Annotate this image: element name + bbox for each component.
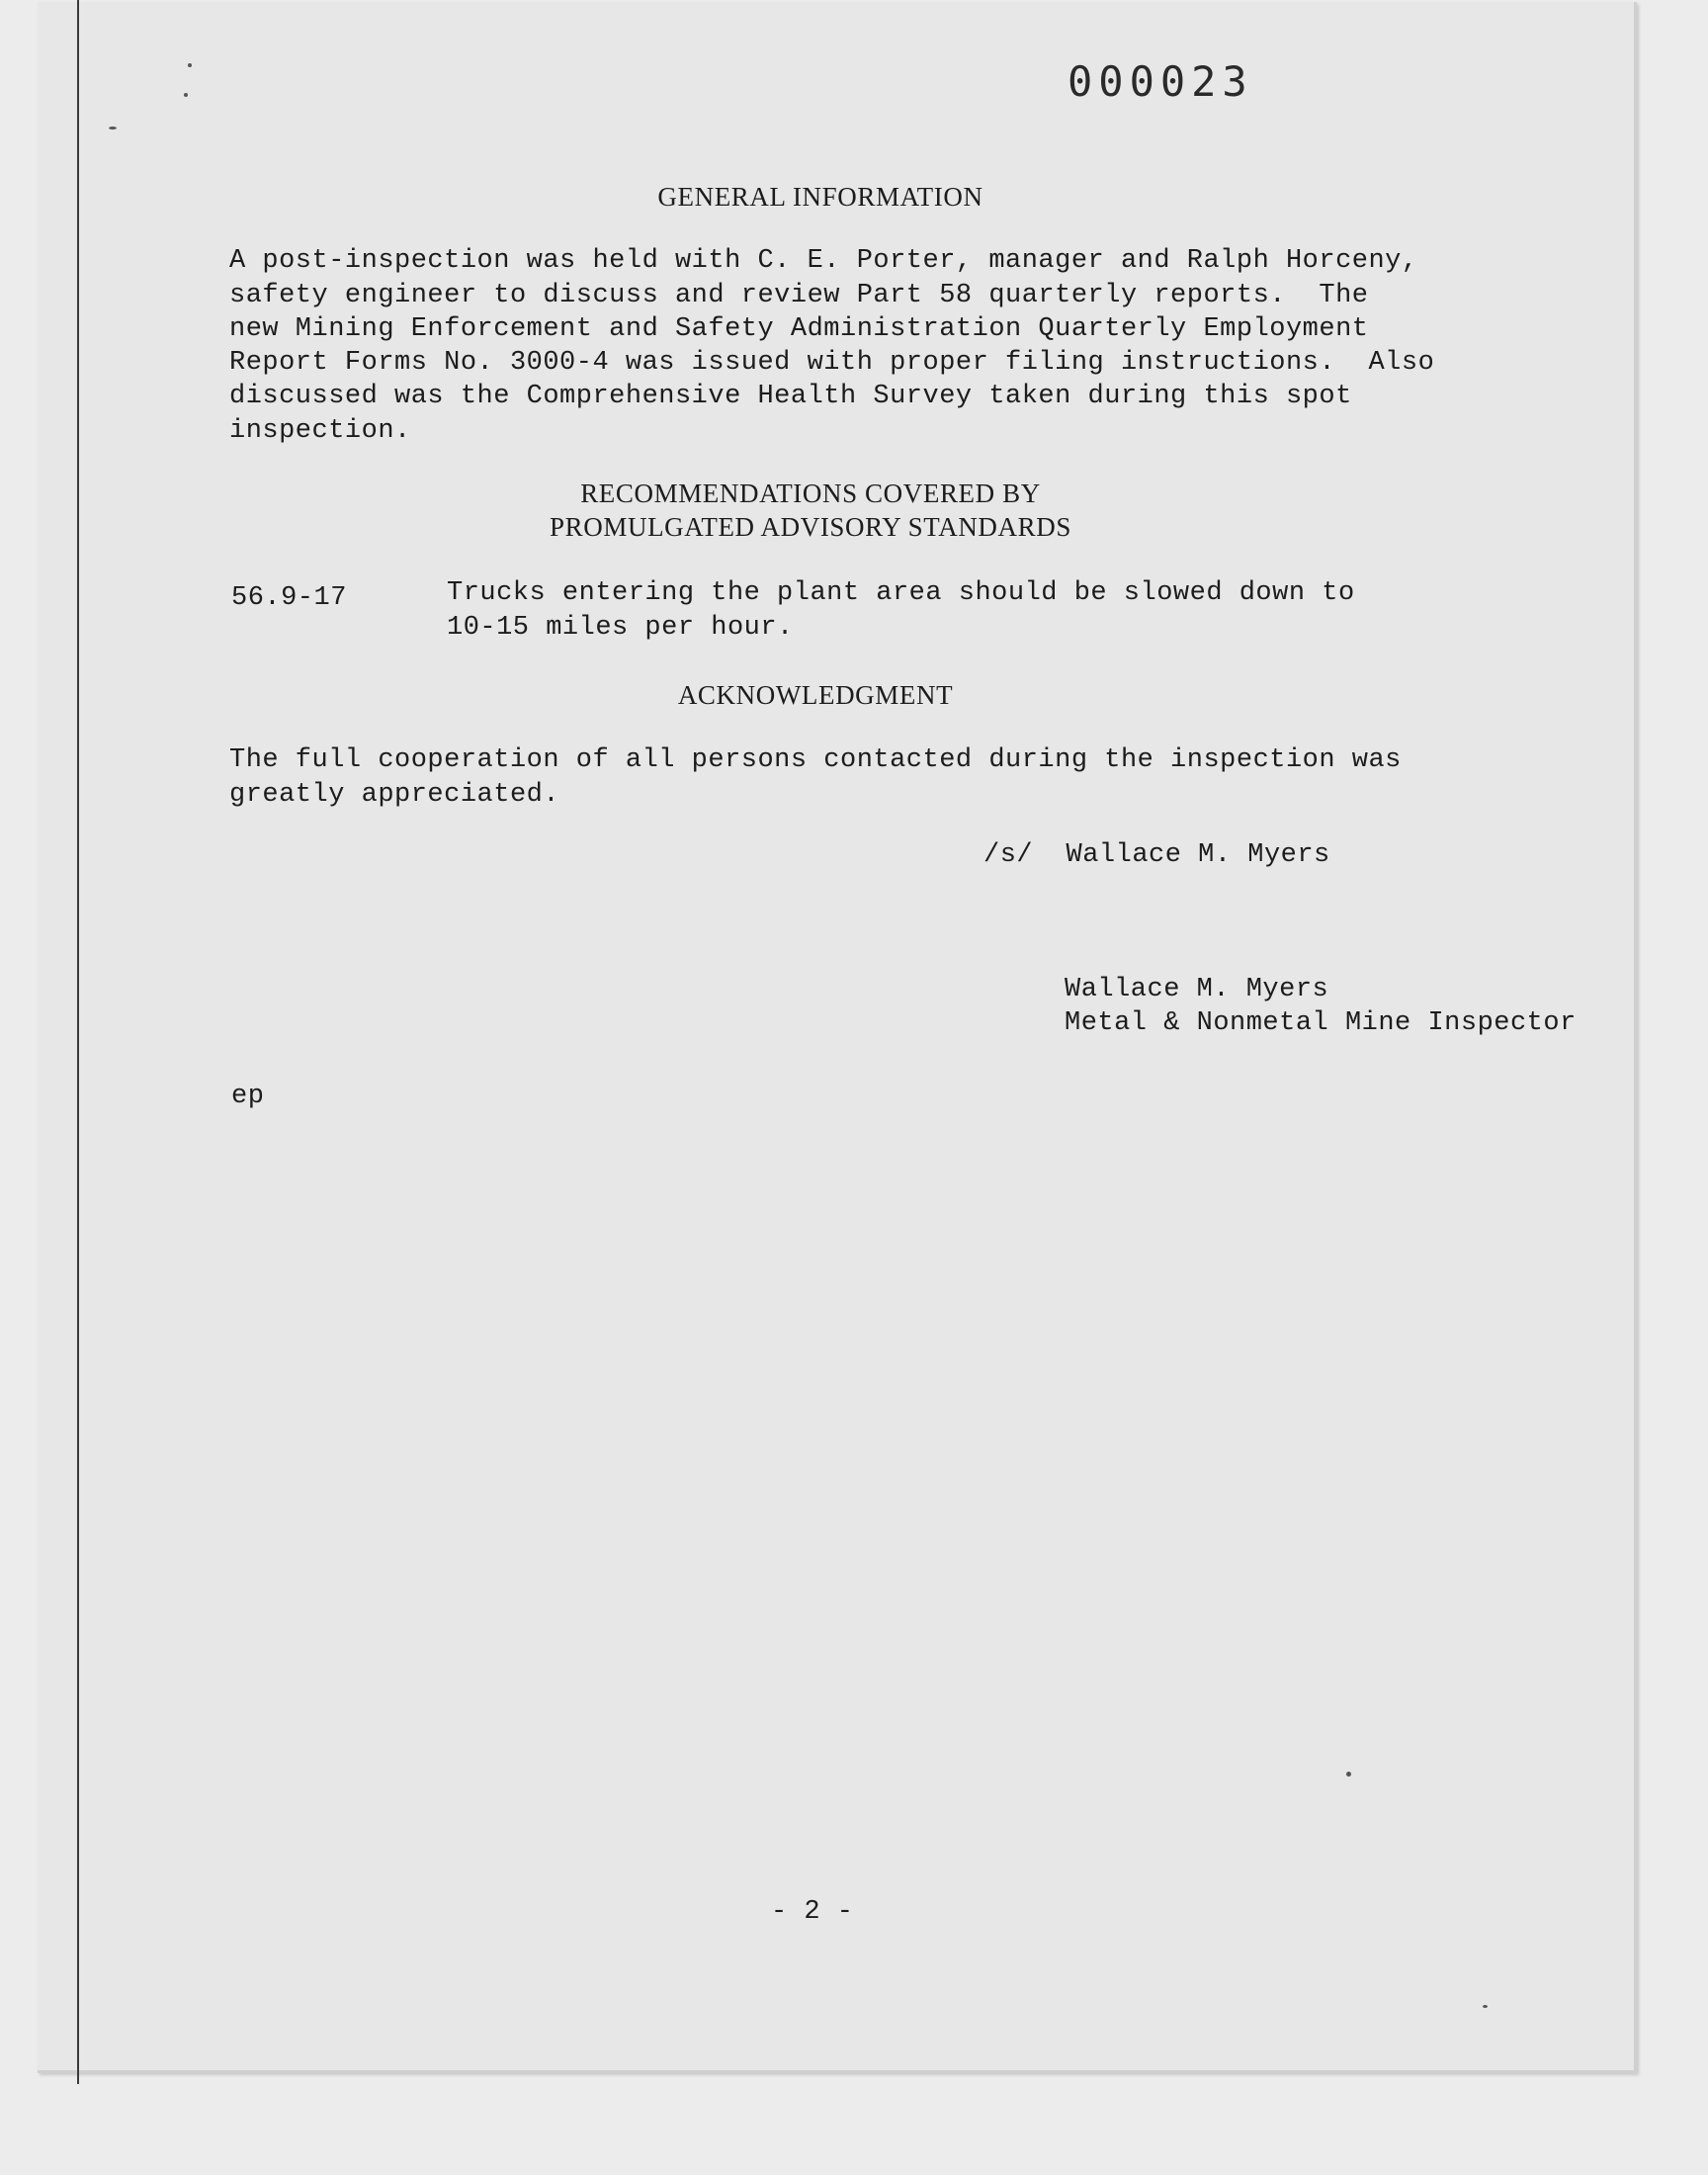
scan-speck (1483, 2005, 1488, 2008)
acknowledgment-line: The full cooperation of all persons contacted during the inspection was (229, 745, 1402, 775)
recommendation-text-line: 10-15 miles per hour. (447, 613, 794, 643)
paragraph-line: Report Forms No. 3000-4 was issued with proper filing instructions. Also (229, 348, 1435, 378)
paragraph-line: inspection. (229, 416, 411, 446)
paragraph-line: A post-inspection was held with C. E. Porter, manager and Ralph Horceny, (229, 246, 1418, 276)
typist-initials: ep (231, 1082, 265, 1111)
paragraph-line: new Mining Enforcement and Safety Administration Quarterly Employment (229, 314, 1369, 344)
signatory-name: Wallace M. Myers (1065, 975, 1329, 1004)
scan-speck (109, 127, 117, 130)
recommendation-text-line: Trucks entering the plant area should be slowed down to (447, 578, 1355, 608)
scan-speck (184, 93, 188, 97)
document-serial-number: 000023 (1068, 57, 1253, 106)
signatory-title: Metal & Nonmetal Mine Inspector (1065, 1008, 1577, 1038)
recommendations-heading-line2: PROMULGATED ADVISORY STANDARDS (550, 512, 1071, 542)
left-binding-rule (77, 0, 79, 2084)
recommendation-code: 56.9-17 (231, 583, 347, 613)
paragraph-line: safety engineer to discuss and review Part 58 quarterly reports. The (229, 281, 1369, 310)
acknowledgment-line: greatly appreciated. (229, 780, 560, 810)
general-information-heading: GENERAL INFORMATION (657, 182, 983, 212)
paragraph-line: discussed was the Comprehensive Health Survey taken during this spot (229, 382, 1352, 411)
scan-speck (188, 63, 192, 67)
acknowledgment-heading: ACKNOWLEDGMENT (677, 680, 954, 710)
page-number: - 2 - (771, 1897, 854, 1927)
signed-signature-line: /s/ Wallace M. Myers (983, 840, 1330, 870)
scan-speck (1346, 1772, 1351, 1777)
recommendations-heading-line1: RECOMMENDATIONS COVERED BY (580, 478, 1041, 508)
